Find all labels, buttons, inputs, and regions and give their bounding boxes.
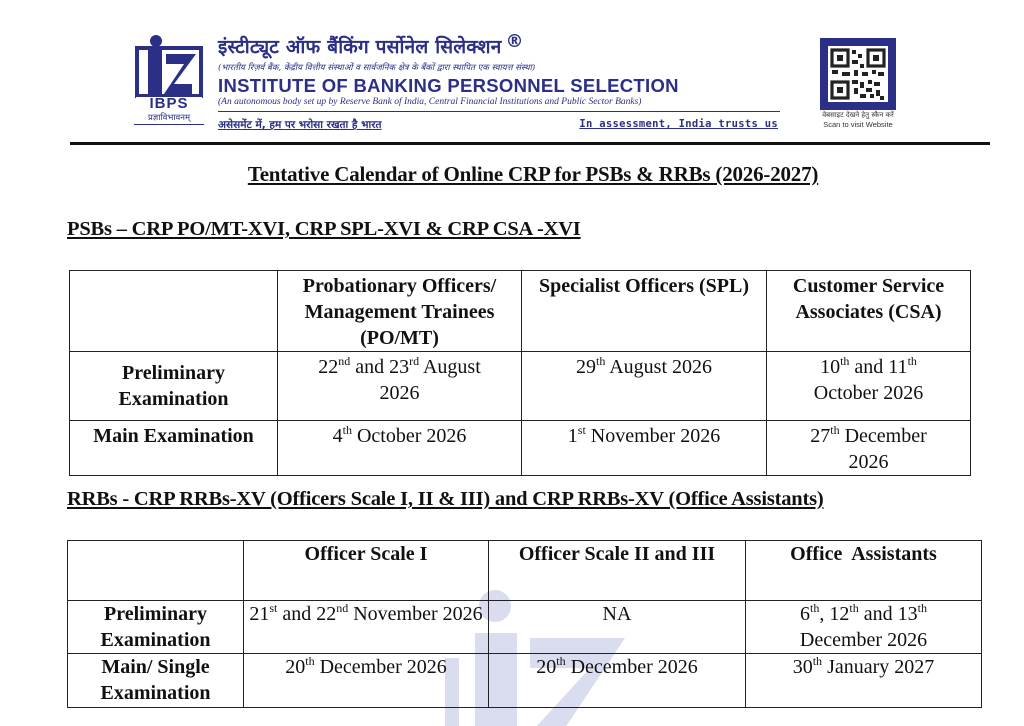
org-name-english: INSTITUTE OF BANKING PERSONNEL SELECTION [218,75,679,96]
ibps-logo [134,34,204,130]
logo-motto: प्रज्ञाविभावनम् [134,113,204,125]
table-header-row [70,271,971,352]
qr-icon [828,46,888,102]
ordinal-suffix: nd [338,354,351,368]
psb-section-heading: PSBs – CRP PO/MT-XVI, CRP SPL-XVI & CRP CSA -XVI [67,218,581,240]
column-header: Specialist Officers (SPL) [522,271,767,352]
qr-code-pattern [828,46,888,102]
table-header-row [68,541,982,601]
table-row [68,654,982,708]
ordinal-suffix: th [812,654,823,668]
table-row [70,352,971,421]
header-divider [70,142,990,145]
qr-caption-english: Scan to visit Website [823,120,893,129]
date-cell: 10th and 11th October 2026 [767,352,971,421]
psb-calendar-table [69,270,971,476]
row-header: Preliminary Examination [68,601,244,654]
date-cell: 21st and 22nd November 2026 [244,601,489,654]
ordinal-suffix: th [849,601,859,615]
org-header [218,30,778,132]
org-name-hindi-text: इंस्टीट्यूट ऑफ बैंकिंग पर्सोनेल सिलेक्शन [218,36,502,58]
date-cell: 1st November 2026 [522,421,767,476]
rrb-calendar-table [67,540,982,708]
column-header [70,271,278,352]
ordinal-suffix: st [577,423,586,437]
ordinal-suffix: th [595,354,606,368]
column-header: Office Assistants [746,541,982,601]
ordinal-suffix: st [269,601,278,615]
org-subtitle-english: (An autonomous body set up by Reserve Bank of India, Central Financial Institutions and Public Sector Banks) [218,96,780,112]
ordinal-suffix: th [556,654,566,668]
date-cell: 20th December 2026 [244,654,489,708]
registered-mark: ® [505,31,524,52]
qr-code[interactable] [820,38,896,110]
ordinal-suffix: th [907,354,917,368]
tagline-row [218,118,778,132]
ordinal-suffix: rd [409,354,420,368]
tagline-hindi: असेसमेंट में, हम पर भरोसा रखता है भारत [218,119,382,131]
ordinal-suffix: th [840,354,850,368]
ordinal-suffix: th [810,601,820,615]
ordinal-suffix: th [342,423,352,437]
ordinal-suffix: th [830,423,840,437]
ordinal-suffix: nd [336,601,349,615]
logo-acronym: IBPS [149,95,189,112]
date-cell: 27th December 2026 [767,421,971,476]
row-header: Main Examination [70,421,278,476]
row-header: Preliminary Examination [70,352,278,421]
column-header: Probationary Officers/ Management Trainees (PO/MT) [278,271,522,352]
table-row [70,421,971,476]
ordinal-suffix: th [305,654,315,668]
table-row [68,601,982,654]
date-cell: 22nd and 23rd August 2026 [278,352,522,421]
date-cell: 29th August 2026 [522,352,767,421]
column-header: Officer Scale I [244,541,489,601]
column-header [68,541,244,601]
org-name-hindi [218,30,778,59]
date-cell: 4th October 2026 [278,421,522,476]
date-cell: 30th January 2027 [746,654,982,708]
tagline-english: In assessment, India trusts us [579,118,778,130]
rrb-section-heading: RRBs - CRP RRBs-XV (Officers Scale I, II & III) and CRP RRBs-XV (Office Assistants) [67,488,824,510]
qr-caption [793,111,923,130]
column-header: Officer Scale II and III [489,541,746,601]
row-header: Main/ Single Examination [68,654,244,708]
page-title: Tentative Calendar of Online CRP for PSBs & RRBs (2026-2027) [247,162,819,186]
date-cell: NA [489,601,746,654]
org-subtitle-hindi: (भारतीय रिज़र्व बैंक, केंद्रीय वित्तीय संस्थाओं व सार्वजनिक क्षेत्र के बैंकों द्वारा स्थापित एक स्वायत्त संस्था) [218,63,536,73]
qr-caption-hindi: वेबसाइट देखने हेतु स्कैन करें [822,111,894,119]
date-cell: 20th December 2026 [489,654,746,708]
date-cell: 6th, 12th and 13th December 2026 [746,601,982,654]
column-header: Customer Service Associates (CSA) [767,271,971,352]
ordinal-suffix: th [917,601,927,615]
